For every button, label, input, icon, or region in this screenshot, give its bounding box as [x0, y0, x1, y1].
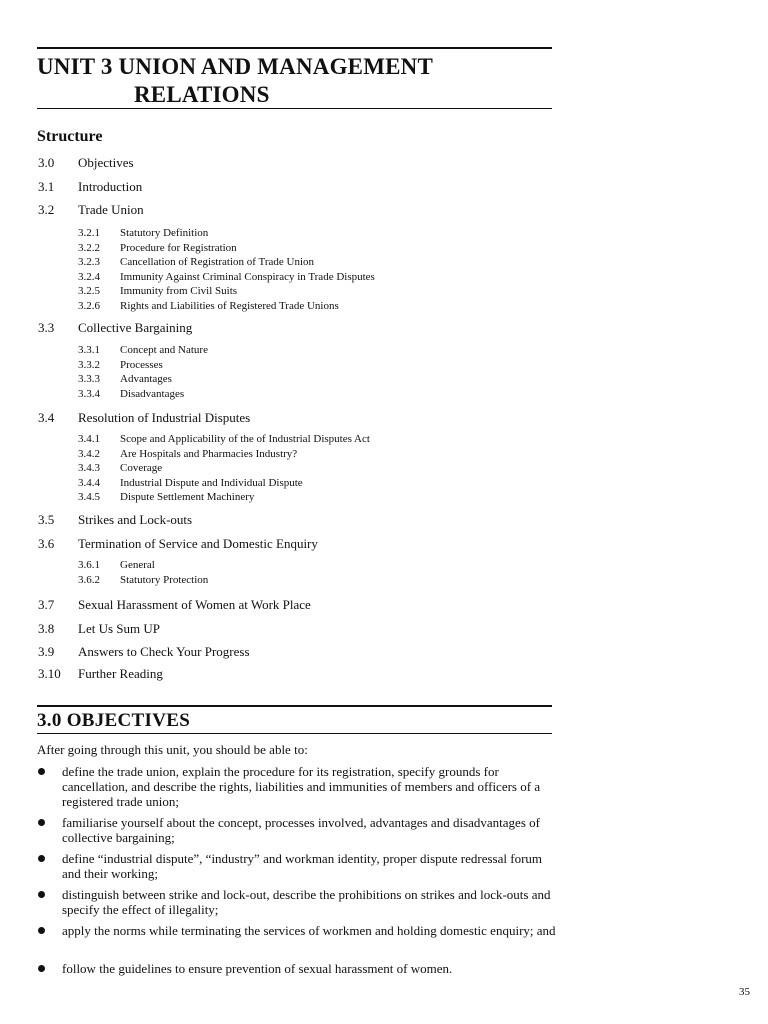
bullet-dot-icon	[38, 891, 45, 898]
page-number: 35	[739, 986, 750, 998]
structure-subitem-number: 3.4.1	[78, 433, 100, 445]
unit-title-line2: RELATIONS	[134, 82, 270, 107]
structure-subitem-label: Immunity from Civil Suits	[120, 285, 238, 297]
structure-item-number: 3.6	[38, 536, 55, 551]
objective-bullet	[38, 851, 558, 881]
structure-subitem-number: 3.2.6	[78, 299, 100, 312]
objectives-top-rule	[37, 705, 552, 707]
structure-subitem-label: Processes	[120, 358, 163, 371]
bullet-dot-icon	[38, 819, 45, 826]
structure-subitem-number: 3.3.1	[78, 344, 100, 356]
structure-subitem-label: Concept and Nature	[120, 344, 208, 356]
objective-text: follow the guidelines to ensure prevention of sexual harassment of women.	[62, 961, 453, 976]
structure-subitem-number: 3.3.2	[78, 358, 100, 371]
structure-subitem-number: 3.4.4	[78, 476, 100, 489]
structure-subitem-number: 3.6.1	[78, 559, 100, 571]
structure-subitem-label: Immunity Against Criminal Conspiracy in Trade Disputes	[120, 270, 375, 283]
structure-item-number: 3.9	[38, 644, 55, 659]
structure-subitem-label: Statutory Definition	[120, 227, 209, 239]
objective-text: define “industrial dispute”, “industry” and workman identity, proper dispute redressal forum and their working;	[62, 851, 543, 881]
structure-item-number: 3.7	[38, 597, 55, 612]
objective-bullet	[38, 923, 558, 938]
structure-subitem-label: Statutory Protection	[120, 573, 209, 586]
unit-title-line1: UNIT 3 UNION AND MANAGEMENT	[37, 54, 433, 79]
bullet-dot-icon	[38, 965, 45, 972]
structure-item-label: Further Reading	[78, 666, 163, 681]
structure-heading: Structure	[37, 128, 103, 145]
structure-subitem-label: Industrial Dispute and Individual Dispute	[120, 476, 303, 489]
structure-subitem-number: 3.6.2	[78, 573, 100, 586]
structure-subitem-label: Procedure for Registration	[120, 241, 237, 254]
structure-subitem-number: 3.2.1	[78, 227, 100, 239]
bullet-dot-icon	[38, 855, 45, 862]
structure-item-label: Collective Bargaining	[78, 320, 193, 335]
structure-item-label: Sexual Harassment of Women at Work Place	[78, 597, 311, 612]
title-bottom-rule	[37, 108, 552, 109]
structure-item-number: 3.3	[38, 320, 55, 335]
structure-subitem-number: 3.4.2	[78, 447, 100, 460]
structure-item-number: 3.5	[38, 512, 55, 527]
objective-bullet	[38, 887, 558, 917]
structure-item-label: Strikes and Lock-outs	[78, 512, 193, 527]
structure-item-number: 3.2	[38, 202, 55, 217]
structure-subitem-label: Advantages	[120, 373, 172, 385]
structure-subitem-number: 3.3.3	[78, 373, 100, 385]
structure-subitem-number: 3.4.5	[78, 491, 100, 503]
objectives-heading: 3.0 OBJECTIVES	[37, 710, 191, 731]
structure-subitem-number: 3.4.3	[78, 462, 100, 474]
structure-subitem-label: Coverage	[120, 462, 163, 474]
objective-bullet	[38, 961, 558, 976]
structure-item-label: Introduction	[78, 179, 143, 194]
objective-text: apply the norms while terminating the services of workmen and holding domestic enquiry; and	[62, 923, 556, 938]
structure-subitem-label: Cancellation of Registration of Trade Union	[120, 256, 314, 268]
structure-item-label: Termination of Service and Domestic Enquiry	[78, 536, 318, 551]
structure-subitem-label: Disadvantages	[120, 387, 185, 400]
structure-subitem-label: General	[120, 559, 155, 571]
structure-subitem-number: 3.3.4	[78, 387, 100, 400]
structure-subitem-number: 3.2.3	[78, 256, 100, 268]
structure-subitem-label: Rights and Liabilities of Registered Trade Unions	[120, 299, 339, 312]
objective-text: distinguish between strike and lock-out, describe the prohibitions on strikes and lock-outs and specify the effect of illegality;	[62, 887, 551, 917]
structure-item-label: Objectives	[78, 155, 134, 170]
structure-subitem-number: 3.2.2	[78, 241, 100, 254]
objective-text: familiarise yourself about the concept, processes involved, advantages and disadvantages of collective bargaining;	[62, 815, 540, 845]
structure-item-label: Answers to Check Your Progress	[78, 644, 250, 659]
structure-subitem-label: Dispute Settlement Machinery	[120, 491, 255, 503]
structure-item-label: Resolution of Industrial Disputes	[78, 410, 251, 425]
structure-subitem-number: 3.2.4	[78, 270, 100, 283]
structure-item-number: 3.8	[38, 621, 55, 636]
objective-text: define the trade union, explain the procedure for its registration, specify grounds for cancellation, and describe the rights, liabilities and immunities of members and officers of a registered trade union;	[62, 764, 541, 809]
structure-item-number: 3.1	[38, 179, 55, 194]
structure-item-label: Trade Union	[78, 202, 144, 217]
structure-subitem-label: Are Hospitals and Pharmacies Industry?	[120, 447, 298, 460]
bullet-dot-icon	[38, 927, 45, 934]
structure-item-number: 3.4	[38, 410, 55, 425]
structure-item-label: Let Us Sum UP	[78, 621, 160, 636]
objective-bullet	[38, 815, 558, 845]
objective-bullet	[38, 764, 558, 809]
title-top-rule	[37, 47, 552, 49]
structure-subitem-label: Scope and Applicability of the of Industrial Disputes Act	[120, 433, 370, 445]
structure-item-number: 3.10	[38, 666, 61, 681]
structure-item-number: 3.0	[38, 155, 55, 170]
objectives-intro: After going through this unit, you should be able to:	[37, 742, 308, 757]
bullet-dot-icon	[38, 768, 45, 775]
structure-subitem-number: 3.2.5	[78, 285, 100, 297]
objectives-bottom-rule	[37, 733, 552, 734]
